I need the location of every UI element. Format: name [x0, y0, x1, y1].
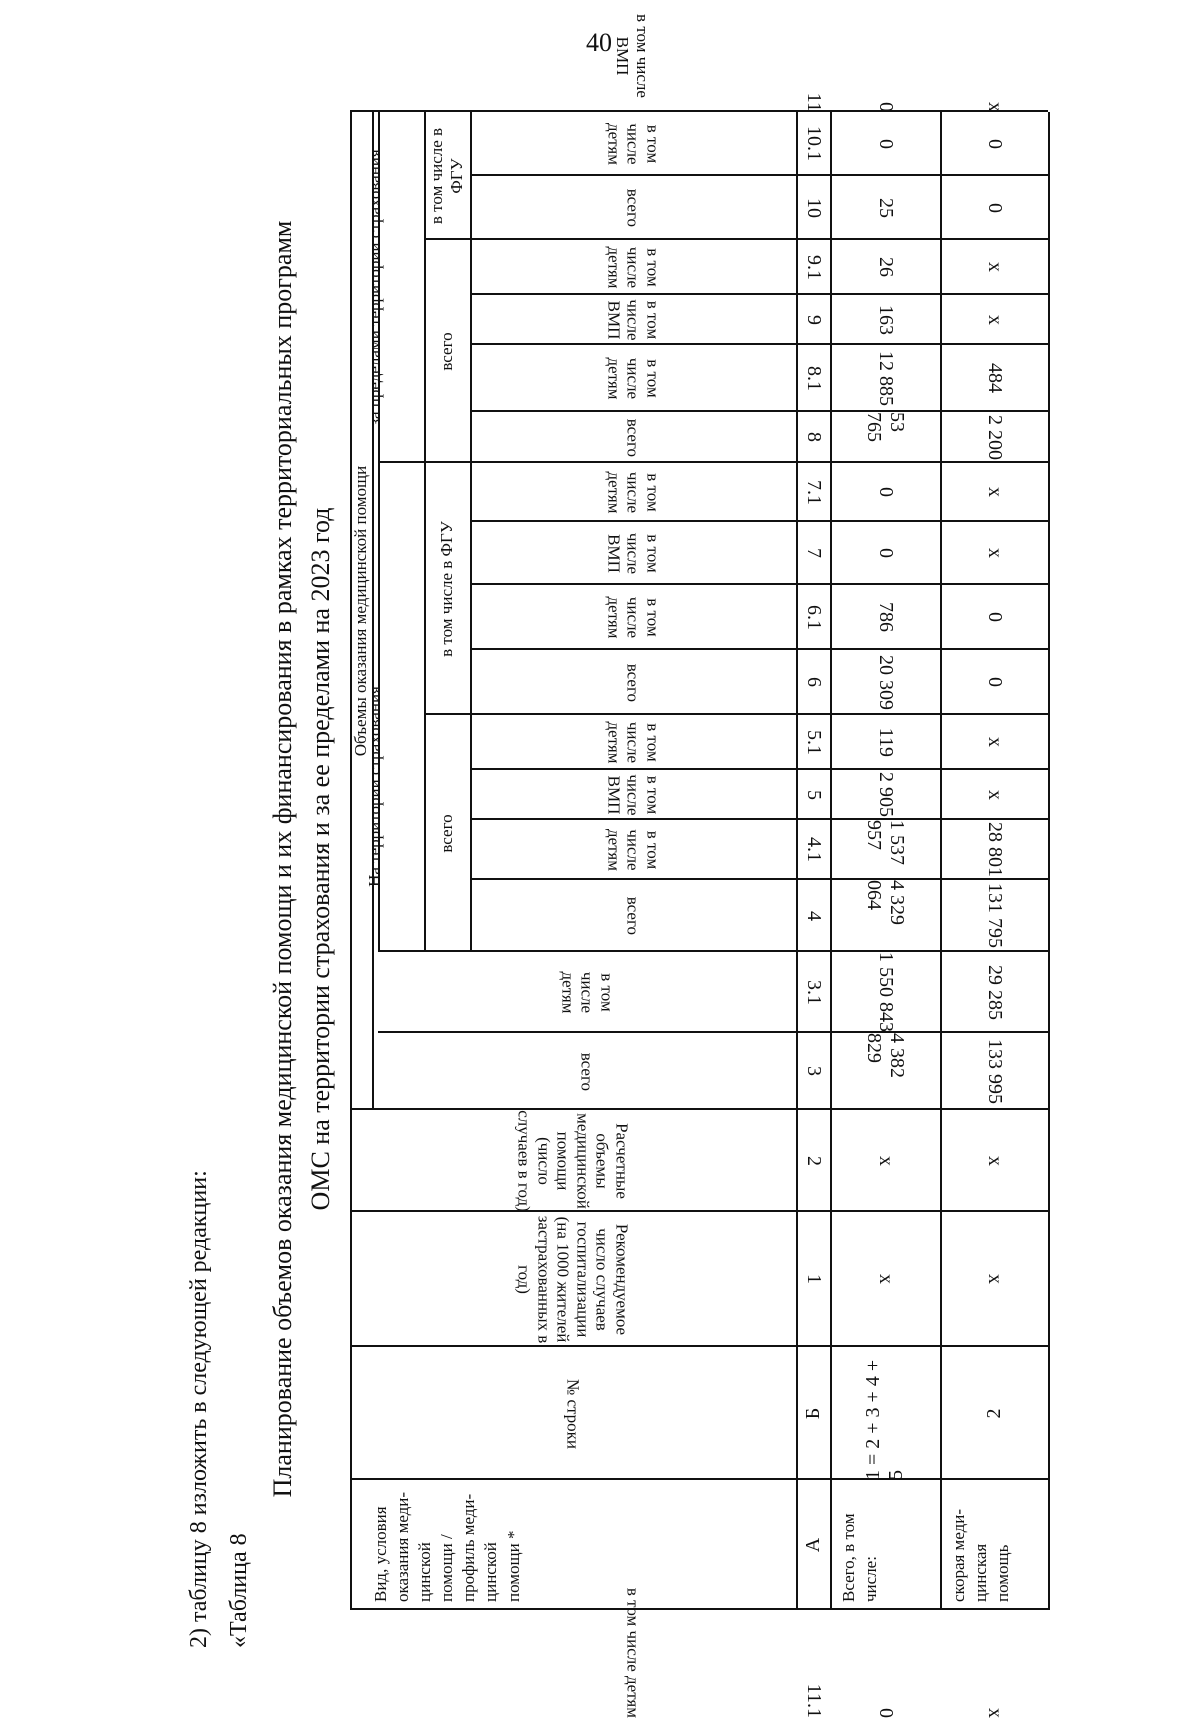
- header-out-territory: за пределами территории страхования: [365, 149, 385, 426]
- table-cell: 0: [983, 203, 1006, 213]
- header-leaf: в том числе детям: [604, 246, 663, 289]
- column-number: 11.1: [802, 1683, 825, 1718]
- header-vsego-group-in: всего: [437, 814, 457, 853]
- header-in-territory: На территории страхования: [365, 686, 385, 887]
- header-calculated: Расчетные объемы медицинской помощи (число случаев в год): [514, 1110, 632, 1212]
- header-vsego-group-out: всего: [437, 332, 457, 371]
- header-fgu-group-in: в том числе в ФГУ: [437, 521, 457, 657]
- table-cell: x: [983, 1156, 1006, 1166]
- table-cell: 53 765: [863, 412, 908, 442]
- table-cell: x: [983, 1708, 1006, 1718]
- header-leaf: в том числе детям: [604, 357, 663, 400]
- row-label: Всего, в том числе:: [839, 1513, 881, 1602]
- table-cell: 0: [874, 139, 897, 149]
- table-cell: x: [983, 1274, 1006, 1285]
- header-leaf: всего: [623, 663, 643, 702]
- column-number: 8: [802, 432, 825, 443]
- column-number: 4: [802, 911, 825, 921]
- column-number: 10: [802, 198, 825, 218]
- column-number: 11: [802, 92, 825, 112]
- header-leaf: в том числе детям: [604, 471, 663, 514]
- header-leaf: в том числе ВМП: [614, 14, 653, 98]
- table-cell: x: [874, 1274, 897, 1285]
- header-leaf: в том числе ВМП: [604, 532, 663, 575]
- column-number: 3.1: [802, 980, 825, 1005]
- table-cell: 119: [874, 727, 897, 758]
- page-number: 40: [586, 28, 612, 57]
- column-number: 5: [802, 790, 825, 800]
- table-cell: 25: [874, 198, 897, 218]
- table-cell: x: [983, 315, 1006, 325]
- column-number: Б: [801, 1407, 824, 1420]
- table-cell: x: [983, 487, 1006, 498]
- column-number: 3: [802, 1066, 825, 1077]
- column-number: 9: [802, 315, 825, 325]
- column-number: 7.1: [802, 480, 825, 505]
- header-leaf: всего: [623, 896, 643, 936]
- header-detyam-3-1: в том числе детям: [558, 971, 617, 1014]
- table-cell: 786: [874, 602, 897, 633]
- table-cell: 131 795: [983, 883, 1006, 949]
- column-number: 10.1: [802, 126, 825, 162]
- column-number: А: [801, 1537, 824, 1553]
- header-leaf: в том числе детям: [604, 829, 663, 871]
- table-cell: 1 537 957: [863, 820, 908, 865]
- table-cell: 29 285: [983, 965, 1006, 1020]
- table-cell: 26: [874, 257, 897, 278]
- header-vid-text: Вид, условия оказания меди- цинской помощи /профиль меди- цинской помощи *: [371, 1491, 523, 1602]
- title-line2: ОМС на территории страхования и за ее пределами на 2023 год: [306, 507, 335, 1211]
- table-border-bottom: [1048, 112, 1050, 1610]
- title-line1: Планирование объемов оказания медицинской помощи и их финансирования в рамках территориальных программ: [268, 220, 297, 1498]
- table-cell: 0: [874, 1708, 897, 1718]
- header-leaf: в том числе ВМП: [604, 774, 663, 816]
- table-cell: x: [874, 1156, 897, 1166]
- header-leaf: в том числе детям: [604, 123, 663, 165]
- table-cell: 2 905: [874, 772, 897, 818]
- intro-line: 2) таблицу 8 изложить в следующей редакции:: [186, 1170, 212, 1648]
- header-leaf: в том числе детям: [604, 596, 663, 639]
- header-leaf: всего: [623, 418, 643, 457]
- header-leaf: в том числе детям: [604, 721, 663, 764]
- table-cell: x: [983, 262, 1006, 273]
- row-number: 2: [982, 1408, 1005, 1419]
- table-cell: 28 801: [983, 822, 1006, 878]
- table-cell: 0: [874, 102, 897, 112]
- table-cell: 2 200: [983, 415, 1006, 460]
- table-cell: 4 382 829: [863, 1033, 908, 1078]
- table-cell: 0: [983, 677, 1006, 688]
- header-leaf: в том числе детям: [623, 1587, 643, 1718]
- header-leaf: всего: [623, 188, 643, 228]
- table-label: «Таблица 8: [226, 1533, 252, 1648]
- column-number: 6.1: [802, 605, 825, 630]
- header-recommended: Рекомендуемое число случаев госпитализации (на 1000 жителей застрахованных в год): [514, 1215, 632, 1344]
- table-cell: 20 309: [874, 655, 897, 710]
- header-leaf: в том числе ВМП: [604, 299, 663, 341]
- table-cell: x: [983, 790, 1006, 800]
- table-cell: 0: [874, 548, 897, 559]
- table-cell: x: [983, 102, 1006, 112]
- table-cell: 133 995: [983, 1039, 1006, 1104]
- column-number: 7: [802, 548, 825, 559]
- table-cell: 0: [983, 139, 1006, 149]
- table-cell: 0: [983, 612, 1006, 623]
- table-cell: 484: [983, 363, 1006, 394]
- column-number: 9.1: [802, 255, 825, 280]
- column-number: 2: [802, 1156, 825, 1166]
- column-number: 5.1: [802, 730, 825, 755]
- header-fgu-group-out: в том числе в ФГУ: [427, 127, 466, 225]
- table-cell: x: [983, 737, 1006, 748]
- column-number: 4.1: [802, 837, 825, 863]
- column-number: 1: [802, 1274, 825, 1285]
- header-vsego-3: всего: [577, 1052, 597, 1091]
- table-cell: 12 885: [874, 351, 897, 406]
- table-cell: 4 329 064: [863, 880, 908, 925]
- column-number: 8.1: [802, 366, 825, 391]
- table-cell: 163: [874, 305, 897, 335]
- table-cell: 0: [874, 487, 897, 498]
- column-number: 6: [802, 677, 825, 688]
- row-label: скорая меди- цинская помощь: [949, 1508, 1013, 1602]
- header-volumes: Объемы оказания медицинской помощи: [351, 465, 371, 757]
- header-row-number: № строки: [563, 1378, 583, 1449]
- row-number: 1 = 2 + 3 + 4 + 5: [862, 1359, 907, 1480]
- table-cell: x: [983, 548, 1006, 559]
- table-cell: 1 550 843: [874, 952, 897, 1033]
